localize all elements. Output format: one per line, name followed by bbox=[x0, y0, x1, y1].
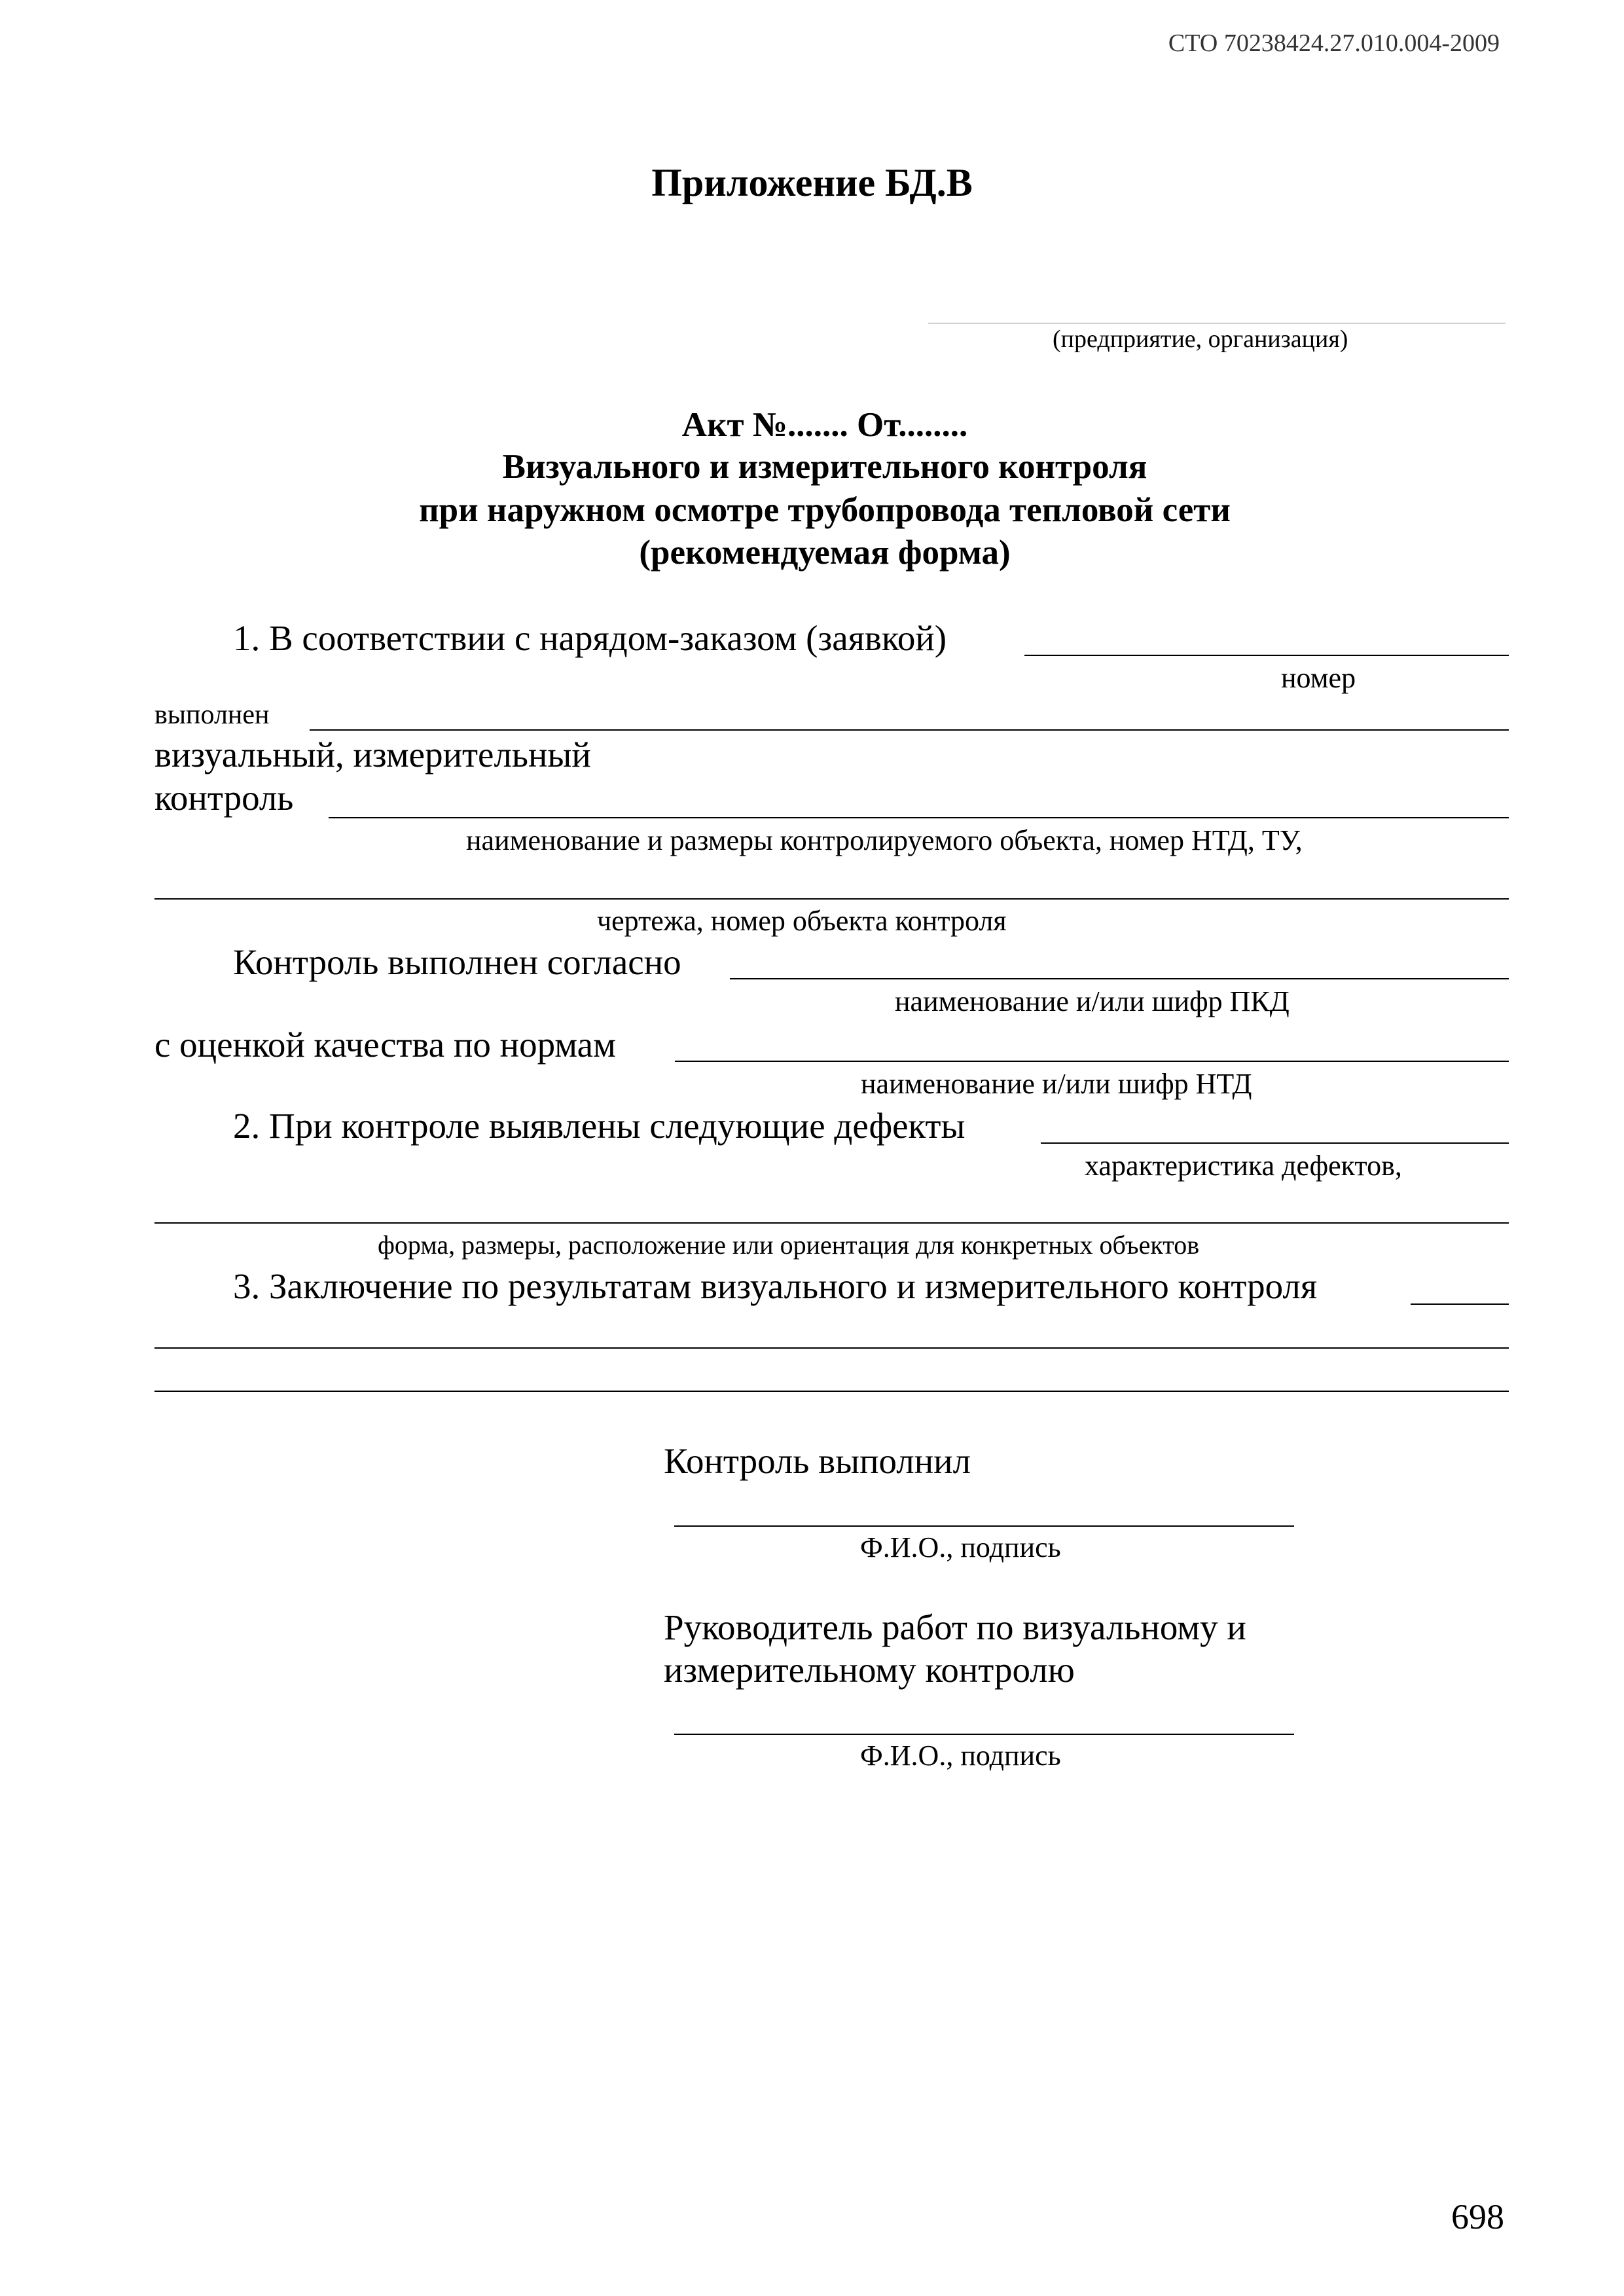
conclusion-field-line-2[interactable] bbox=[154, 1347, 1509, 1349]
organization-caption: (предприятие, организация) bbox=[1053, 325, 1348, 353]
act-subtitle-object: при наружном осмотре трубопровода тепловой сети bbox=[419, 491, 1231, 529]
order-number-field-line[interactable] bbox=[1024, 655, 1509, 656]
according-text: Контроль выполнен согласно bbox=[233, 942, 681, 982]
pkd-caption: наименование и/или шифр ПКД bbox=[895, 985, 1290, 1017]
drawing-caption: чертежа, номер объекта контроля bbox=[597, 905, 1007, 937]
defects-field-line[interactable] bbox=[1041, 1142, 1509, 1144]
page-number: 698 bbox=[1451, 2197, 1504, 2236]
act-form-note: (рекомендуемая форма) bbox=[639, 534, 1011, 572]
appendix-title: Приложение БД.В bbox=[651, 161, 973, 204]
performed-label: выполнен bbox=[154, 700, 270, 730]
performer-signature-line[interactable] bbox=[674, 1525, 1294, 1527]
control-type-line1: визуальный, измерительный bbox=[154, 735, 591, 774]
performer-label: Контроль выполнил bbox=[664, 1441, 971, 1481]
performed-field-line[interactable] bbox=[310, 729, 1509, 731]
document-code: СТО 70238424.27.010.004-2009 bbox=[1168, 29, 1500, 57]
head-label-line2: измерительному контролю bbox=[664, 1650, 1075, 1690]
defects-detail-field-line[interactable] bbox=[154, 1222, 1509, 1224]
defects-text: 2. При контроле выявлены следующие дефекты bbox=[233, 1106, 965, 1146]
act-subtitle: Визуального и измерительного контроля bbox=[502, 448, 1147, 486]
conclusion-text: 3. Заключение по результатам визуального и измерительного контроля bbox=[233, 1266, 1318, 1306]
conclusion-field-line-1[interactable] bbox=[1411, 1303, 1509, 1305]
quality-text: с оценкой качества по нормам bbox=[154, 1025, 616, 1065]
conclusion-field-line-3[interactable] bbox=[154, 1391, 1509, 1392]
performer-caption: Ф.И.О., подпись bbox=[860, 1531, 1061, 1563]
head-signature-line[interactable] bbox=[674, 1734, 1294, 1735]
head-label-line1: Руководитель работ по визуальному и bbox=[664, 1607, 1246, 1647]
ntd-caption: наименование и/или шифр НТД bbox=[861, 1068, 1252, 1100]
pkd-field-line[interactable] bbox=[730, 978, 1509, 979]
control-object-field-line[interactable] bbox=[329, 817, 1509, 818]
control-type-line2: контроль bbox=[154, 778, 294, 818]
drawing-field-line[interactable] bbox=[154, 898, 1509, 900]
number-caption: номер bbox=[1281, 662, 1356, 694]
order-text: 1. В соответствии с нарядом-заказом (заявкой) bbox=[233, 618, 947, 658]
head-caption: Ф.И.О., подпись bbox=[860, 1740, 1061, 1772]
shape-caption: форма, размеры, расположение или ориентация для конкретных объектов bbox=[378, 1230, 1200, 1260]
object-caption: наименование и размеры контролируемого объекта, номер НТД, ТУ, bbox=[466, 824, 1303, 856]
act-number-title: Акт №....... От........ bbox=[681, 406, 968, 444]
defects-caption: характеристика дефектов, bbox=[1085, 1150, 1402, 1182]
ntd-field-line[interactable] bbox=[675, 1061, 1509, 1062]
